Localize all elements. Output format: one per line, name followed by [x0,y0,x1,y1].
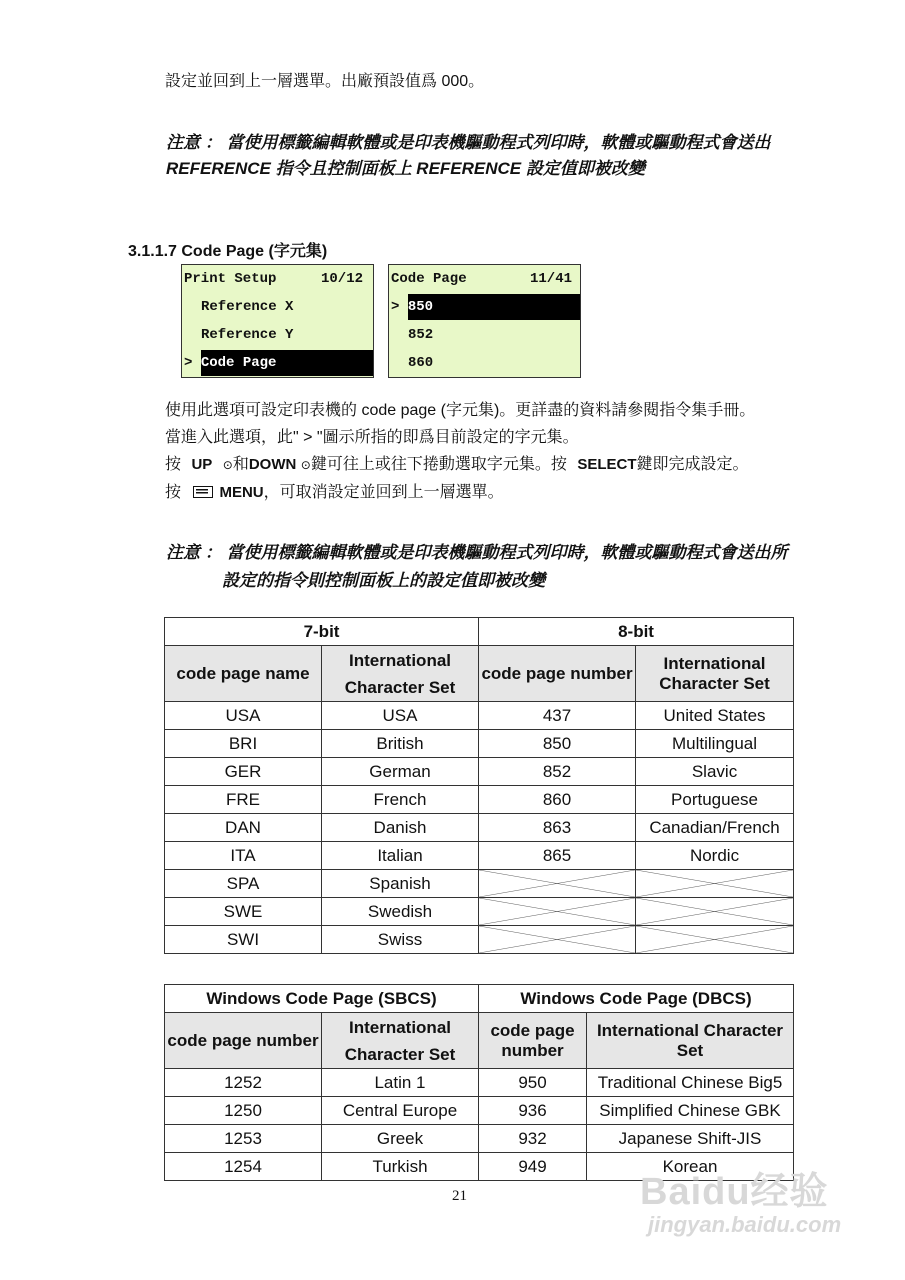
cell: 936 [479,1097,587,1125]
lcd-1-cursor: > [184,355,193,371]
empty-cell-crossed [479,870,636,898]
col-charset-8bit: International Character Set [636,646,794,702]
cell: German [322,758,479,786]
up-arrow-icon: ⊙ [222,458,233,472]
cell: 850 [479,730,636,758]
cell: 1254 [165,1153,322,1181]
lcd-2-counter: 11/41 [529,271,572,287]
menu-key-label: MENU [219,484,264,501]
table-row [165,842,794,870]
cell: 860 [479,786,636,814]
cell: Swedish [322,898,479,926]
cell: DAN [165,814,322,842]
cell: Slavic [636,758,794,786]
lcd-2-selected: 850 [408,294,580,320]
cell: Nordic [636,842,794,870]
cell: British [322,730,479,758]
lcd-1-selected: Code Page [201,350,373,376]
note-1-line-1: 注意 ： 當使用標籤編輯軟體或是印表機驅動程式列印時，軟體或驅動程式會送出 [166,133,771,152]
lcd-1-counter: 10/12 [320,271,363,287]
cell: Portuguese [636,786,794,814]
table-row [165,926,794,954]
body-line-2: 當進入此選項，此" > "圖示所指的即爲目前設定的字元集。 [165,429,579,446]
cell: SPA [165,870,322,898]
lcd-2-item-850 [389,293,580,321]
table-row [165,898,794,926]
lcd-code-page [388,264,581,378]
cell: SWI [165,926,322,954]
table-row [165,730,794,758]
cell: 865 [479,842,636,870]
cell: Greek [322,1125,479,1153]
cell: Multilingual [636,730,794,758]
cell: 863 [479,814,636,842]
up-key-label: UP [191,456,213,473]
table-row [165,1125,794,1153]
header-8bit: 8-bit [479,618,794,646]
table-row [165,814,794,842]
cell: USA [322,702,479,730]
cell: FRE [165,786,322,814]
note-2-line-1: 注意 ： 當使用標籤編輯軟體或是印表機驅動程式列印時，軟體或驅動程式會送出所 [166,543,788,562]
cell: Traditional Chinese Big5 [587,1069,794,1097]
select-key-label: SELECT [577,456,637,473]
col-charset-7bit: International Character Set [322,646,479,702]
empty-cell-crossed [479,898,636,926]
header-sbcs: Windows Code Page (SBCS) [165,985,479,1013]
table-row [165,1069,794,1097]
lcd-2-item-860: 860 [408,355,434,371]
menu-icon [193,486,213,498]
cell: United States [636,702,794,730]
watermark-brand: Baidu经验 [640,1171,829,1213]
col-code-page-number: code page number [479,646,636,702]
section-heading: 3.1.1.7 Code Page (字元集) [128,243,328,260]
cell: ITA [165,842,322,870]
col-dbcs-charset: International Character Set [587,1013,794,1069]
cell: 1253 [165,1125,322,1153]
and-text: 和 [232,456,249,473]
lcd-1-item-code-page [182,349,373,377]
lcd-1-header [182,265,373,293]
lcd-2-item-852: 852 [408,327,434,343]
col-dbcs-number: code page number [479,1013,587,1069]
body-line-3 [165,453,749,477]
cell: Danish [322,814,479,842]
empty-cell-crossed [479,926,636,954]
lcd-2-title: Code Page [391,271,467,287]
body-line-4-prefix: 按 [165,484,182,501]
cell: USA [165,702,322,730]
cell: Japanese Shift-JIS [587,1125,794,1153]
cell: Simplified Chinese GBK [587,1097,794,1125]
body-line-1: 使用此選項可設定印表機的 code page (字元集)。更詳盡的資料請參閱指令集手冊。 [165,402,756,419]
body-line-4-suffix: ，可取消設定並回到上一層選單。 [263,484,504,501]
cell: Latin 1 [322,1069,479,1097]
table-row [165,702,794,730]
page-number: 21 [452,1188,467,1204]
table-row [165,1097,794,1125]
cell: Spanish [322,870,479,898]
cell: 852 [479,758,636,786]
col-code-page-name: code page name [165,646,322,702]
lcd-2-header [389,265,580,293]
cell: Canadian/French [636,814,794,842]
cell: Swiss [322,926,479,954]
col-sbcs-charset: International Character Set [322,1013,479,1069]
body-line-3-mid: 鍵可往上或往下捲動選取字元集。按 [310,456,567,473]
cell: BRI [165,730,322,758]
body-line-3-prefix: 按 [165,456,182,473]
table-row [165,870,794,898]
cell: GER [165,758,322,786]
lcd-2-cursor: > [391,299,400,315]
body-line-3-suffix: 鍵即完成設定。 [636,456,749,473]
body-line-4 [165,481,504,505]
cell: 1252 [165,1069,322,1097]
empty-cell-crossed [636,898,794,926]
lcd-print-setup [181,264,374,378]
note-1-line-2: REFERENCE 指令且控制面板上 REFERENCE 設定值即被改變 [166,159,645,178]
empty-cell-crossed [636,926,794,954]
down-arrow-icon: ⊙ [300,458,311,472]
lcd-1-item-reference-y: Reference Y [201,327,294,343]
table-row [165,758,794,786]
intro-text: 設定並回到上一層選單。出廠預設值爲 000。 [165,73,485,90]
cell: Italian [322,842,479,870]
cell: French [322,786,479,814]
header-dbcs: Windows Code Page (DBCS) [479,985,794,1013]
cell: 949 [479,1153,587,1181]
cell: 437 [479,702,636,730]
code-page-table-bits [164,617,794,954]
watermark-url: jingyan.baidu.com [648,1212,842,1237]
cell: 1250 [165,1097,322,1125]
cell: 950 [479,1069,587,1097]
cell: SWE [165,898,322,926]
lcd-1-title: Print Setup [184,271,277,287]
lcd-1-item-reference-x: Reference X [201,299,294,315]
header-7bit: 7-bit [165,618,479,646]
down-key-label: DOWN [248,456,297,473]
table-row [165,786,794,814]
cell: Korean [587,1153,794,1181]
cell: Turkish [322,1153,479,1181]
empty-cell-crossed [636,870,794,898]
cell: 932 [479,1125,587,1153]
col-sbcs-number: code page number [165,1013,322,1069]
cell: Central Europe [322,1097,479,1125]
windows-code-page-table [164,984,794,1181]
note-2-line-2: 設定的指令則控制面板上的設定值即被改變 [222,571,545,590]
